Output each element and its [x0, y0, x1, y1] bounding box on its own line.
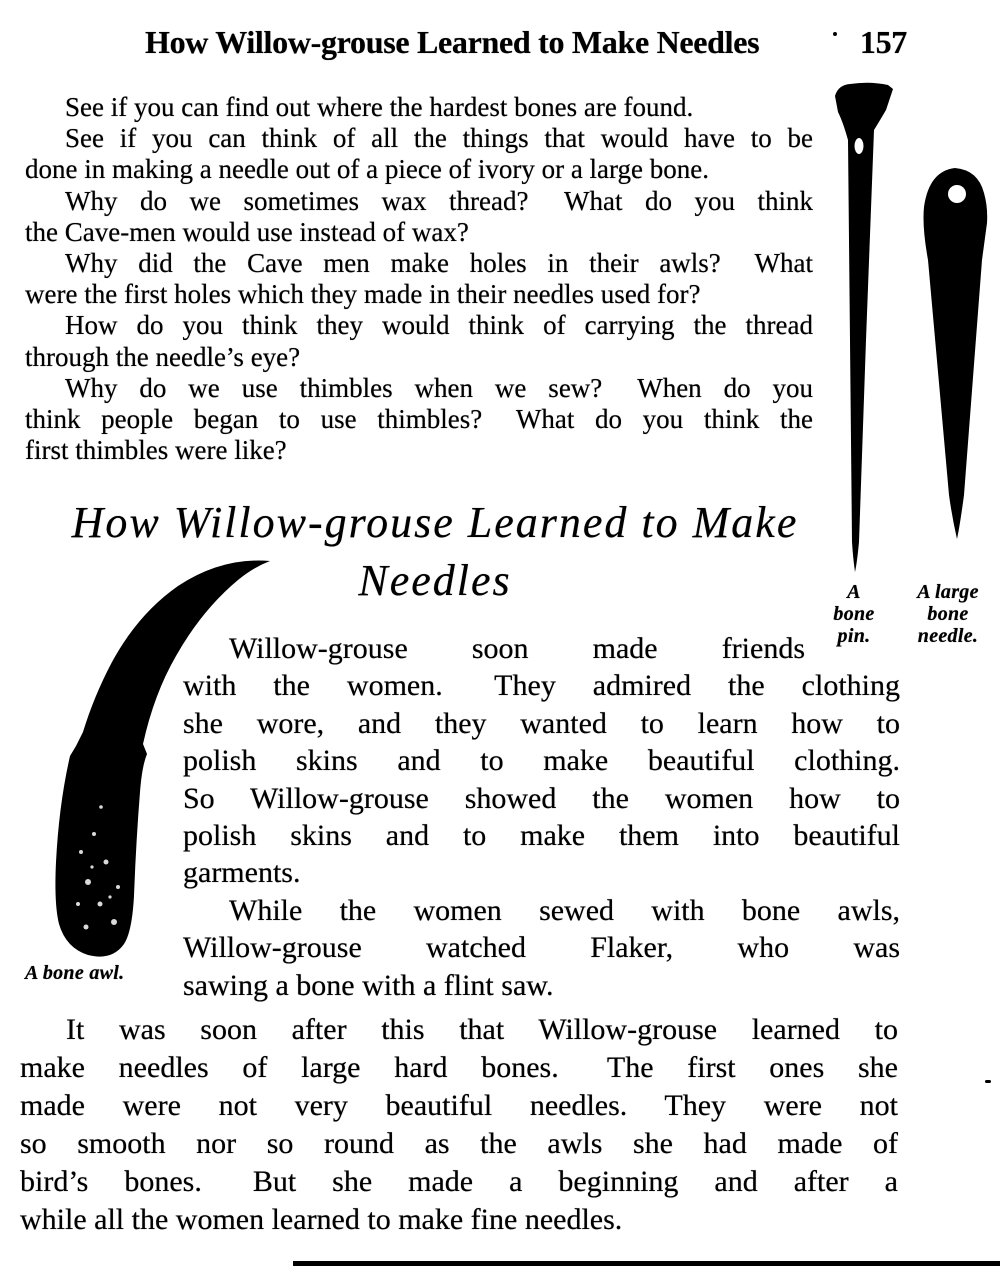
question-paragraph: Why did the Cave men make holes in their awls? What were the first holes which they made in their needles used for?	[25, 248, 813, 310]
bone-pin-illustration	[828, 80, 900, 580]
body-paragraph: While the women sewed with bone awls, Willow-grouse watched Flaker, who was sawing a bone with a flint saw.	[183, 893, 900, 1002]
chapter-title-line1: How Willow-grouse Learned to Make	[71, 498, 799, 547]
question-paragraph: See if you can find out where the hardest bones are found.	[65, 92, 694, 122]
body-paragraph: Willow-grouse soon made friends with the women. They admired the clothing she wore, and they wanted to learn how to polish skins and to make beautiful clothing. So Willow-grouse showed the women how to polish skins and to make them into beautiful garments.	[183, 632, 900, 890]
chapter-title-line2: Needles	[358, 556, 512, 605]
study-questions-block	[25, 92, 813, 466]
closing-paragraph-block	[20, 1011, 898, 1239]
question-paragraph: Why do we sometimes wax thread? What do you think the Cave-men would use instead of wax?	[25, 185, 813, 247]
question-paragraph: Why do we use thimbles when we sew? When do you think people began to use thimbles? What do you think the first thimbles were like?	[25, 372, 813, 466]
page-header	[145, 24, 907, 61]
scan-speck	[833, 32, 837, 36]
running-head-title: How Willow-grouse Learned to Make Needles	[145, 24, 760, 60]
bone-needle-figure	[916, 165, 994, 547]
closing-paragraph: It was soon after this that Willow-grouse learned to make needles of large hard bones. The first ones she made were not very beautiful needles. They were not so smooth nor so round as the awls she had made of bird’s bones. But she made a beginning and after a while all the women learned to make fine needles.	[20, 1013, 898, 1236]
bone-awl-caption: A bone awl.	[25, 962, 125, 984]
scan-edge-artifact	[293, 1261, 1000, 1266]
bone-needle-caption: A large bone needle.	[917, 581, 979, 647]
question-paragraph: How do you think they would think of carrying the thread through the needle’s eye?	[25, 310, 813, 372]
scan-speck	[985, 1080, 991, 1083]
question-paragraph: See if you can think of all the things that would have to be done in making a needle out of a piece of ivory or a large bone.	[25, 123, 813, 185]
body-text-block	[183, 630, 900, 1004]
bone-needle-illustration	[916, 165, 994, 547]
bone-pin-caption: A bone pin.	[833, 581, 875, 647]
page-number: 157	[859, 24, 907, 60]
bone-pin-figure	[828, 80, 900, 580]
